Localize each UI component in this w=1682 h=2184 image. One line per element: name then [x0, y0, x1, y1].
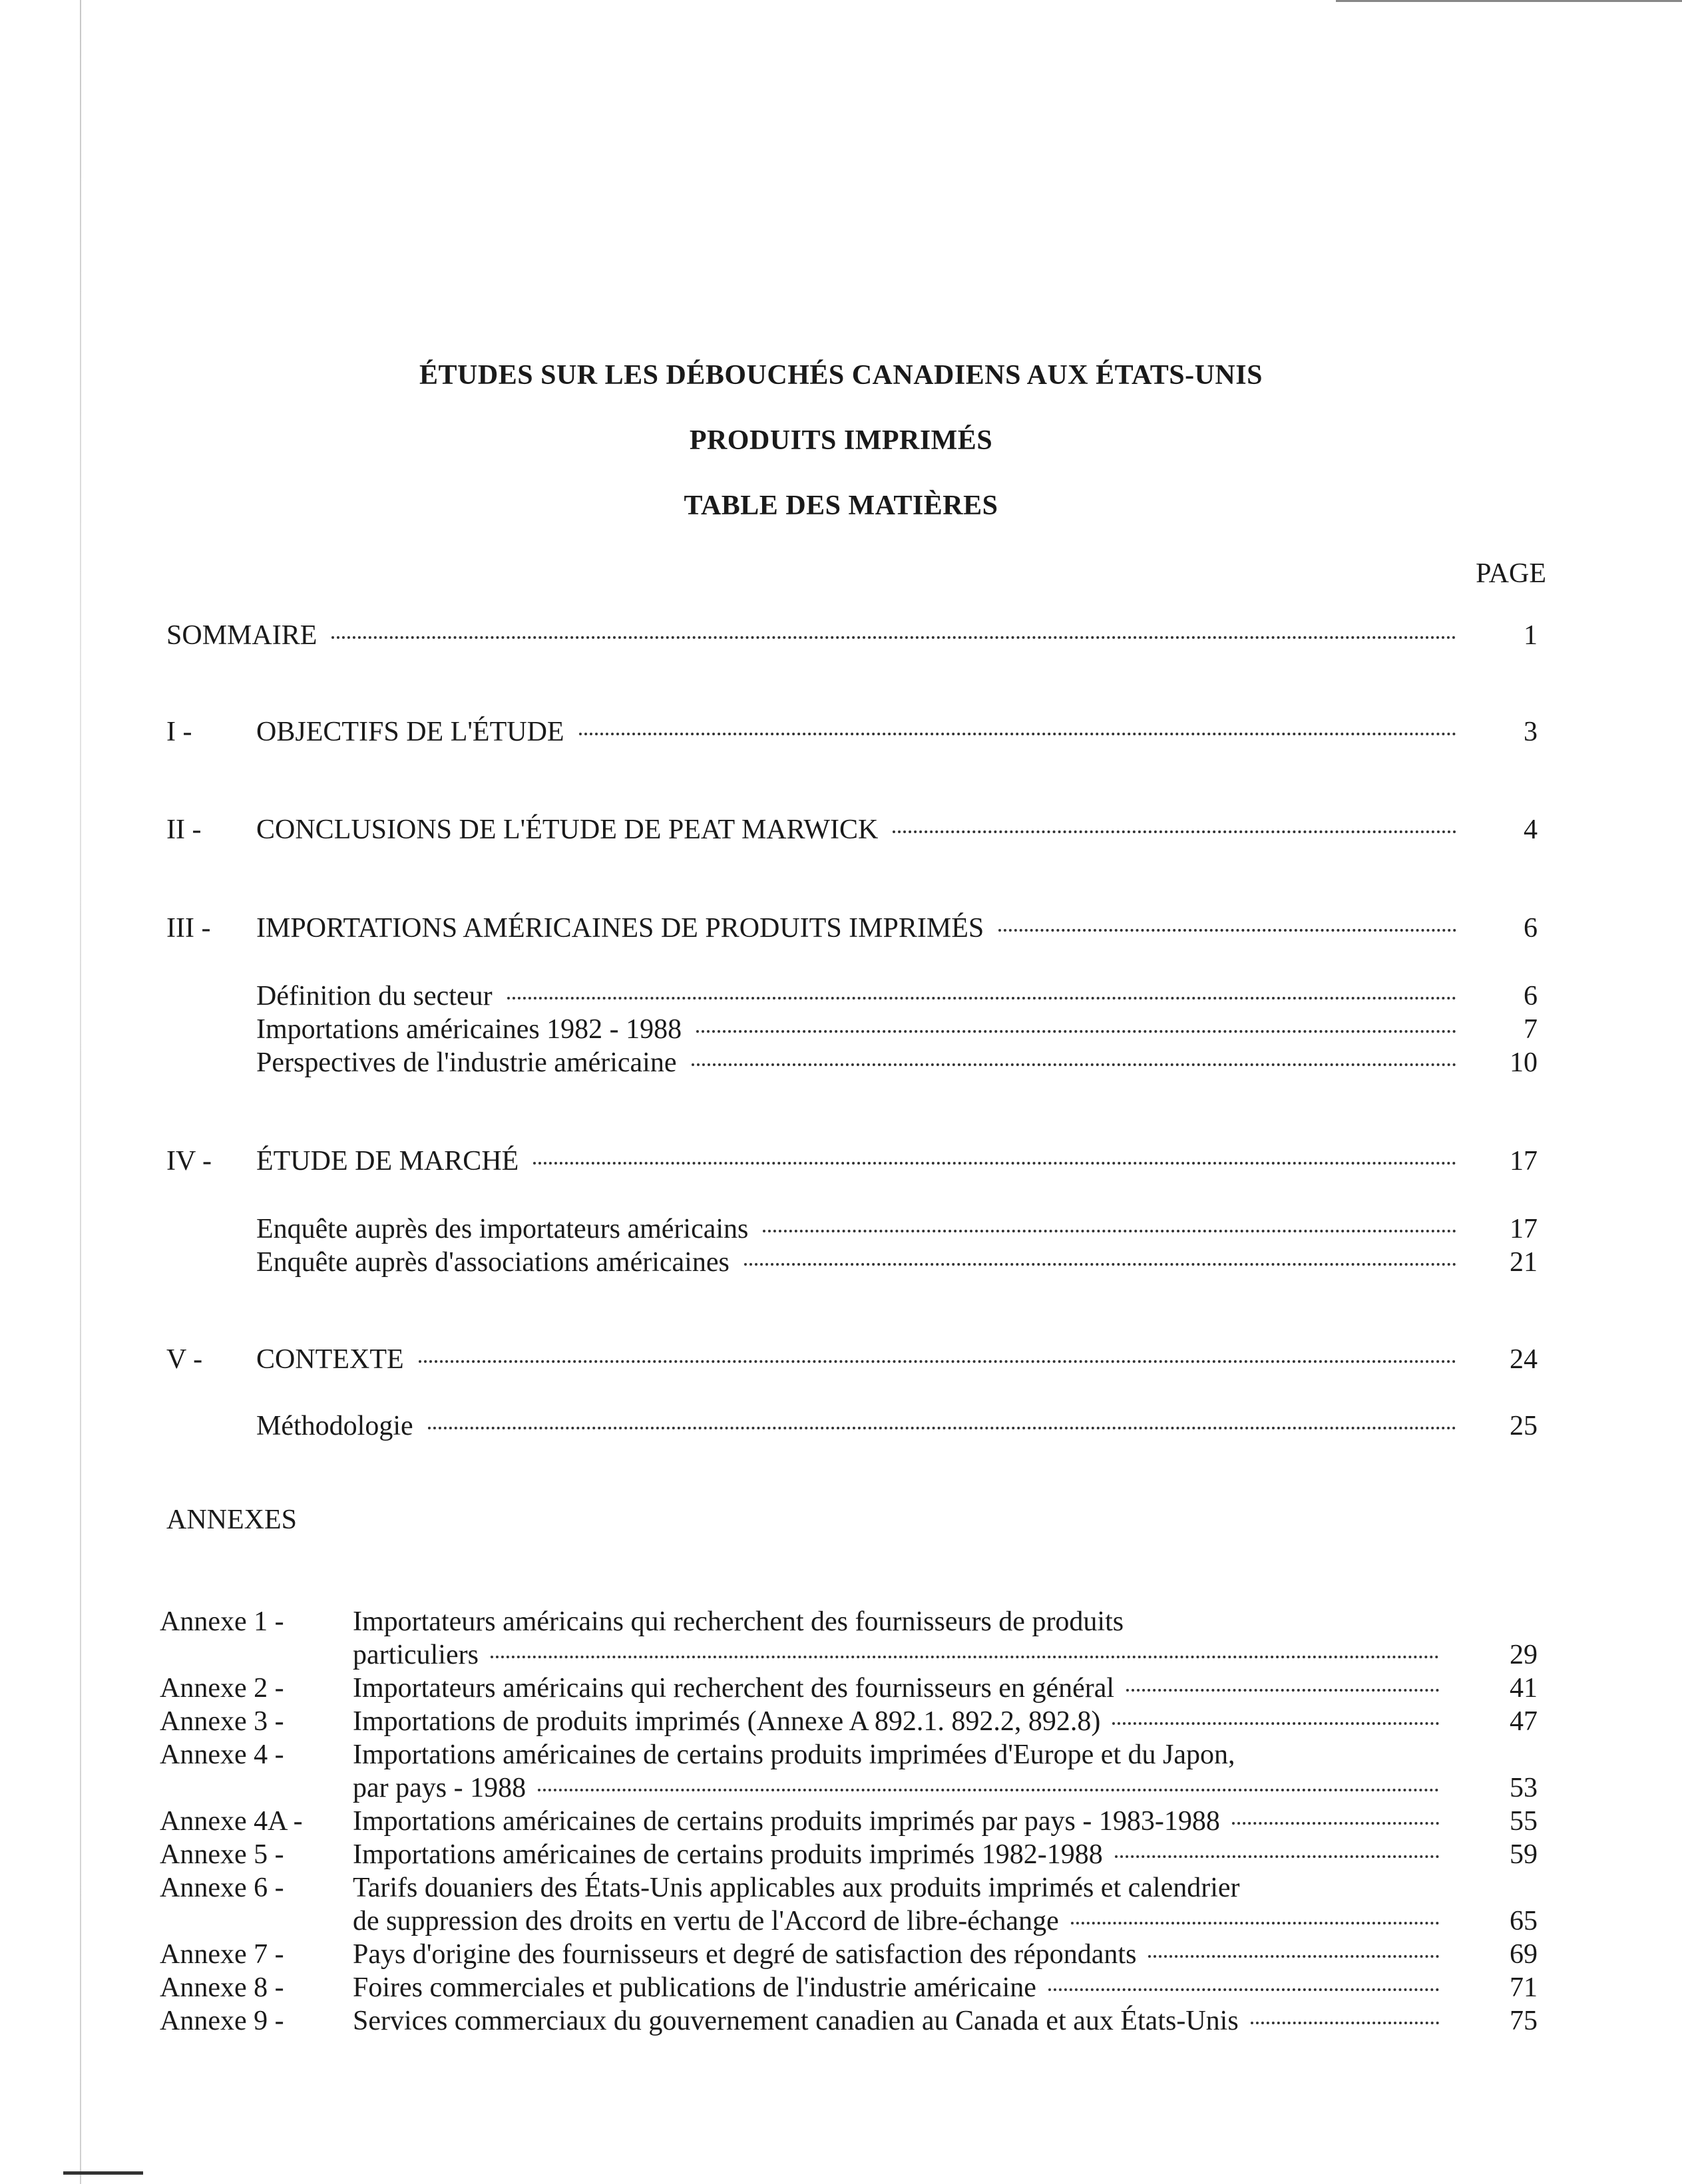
annex-label: Annexe 9 - [160, 2006, 284, 2036]
toc-entry-section-ii[interactable] [166, 813, 1538, 846]
annex-title-line1: Importateurs américains qui recherchent des fournisseurs de produits [353, 1606, 1124, 1637]
dot-leader [1232, 1822, 1439, 1825]
scan-bottom-mark [63, 2171, 143, 2175]
section-number: III - [166, 913, 211, 944]
document-subtitle: PRODUITS IMPRIMÉS [689, 425, 993, 456]
annex-title: Importations de produits imprimés (Annexe A 892.1. 892.2, 892.8) [353, 1706, 1101, 1737]
dot-leader [331, 636, 1456, 639]
dot-leader [533, 1162, 1456, 1165]
annex-page: 69 [1510, 1939, 1538, 1970]
annex-entry-8[interactable] [160, 1971, 1538, 2004]
annex-label: Annexe 6 - [160, 1873, 284, 1903]
dot-leader [419, 1360, 1456, 1363]
section-number: V - [166, 1344, 203, 1375]
annex-entry-9[interactable] [160, 2004, 1538, 2038]
toc-subentry-title: Enquête auprès d'associations américaines [256, 1247, 730, 1278]
dot-leader [1071, 1922, 1439, 1924]
document-title: ÉTUDES SUR LES DÉBOUCHÉS CANADIENS AUX ÉTATS-UNIS [419, 360, 1263, 391]
annex-title: Importateurs américains qui recherchent des fournisseurs en général [353, 1673, 1115, 1704]
annex-entry-7[interactable] [160, 1938, 1538, 1971]
dot-leader [491, 1656, 1439, 1658]
annex-entry-3[interactable] [160, 1705, 1538, 1738]
toc-entry-page: 17 [1510, 1146, 1538, 1177]
annex-page: 71 [1510, 1972, 1538, 2003]
dot-leader [1112, 1722, 1439, 1725]
toc-subentry-page: 10 [1510, 1047, 1538, 1078]
toc-subentry-page: 17 [1510, 1214, 1538, 1244]
annexes-heading: ANNEXES [166, 1505, 297, 1535]
annex-title: Importations américaines de certains produits imprimés 1982-1988 [353, 1839, 1103, 1870]
toc-subentry-page: 25 [1510, 1411, 1538, 1441]
annex-title-line1: Tarifs douaniers des États-Unis applicables aux produits imprimés et calendrier [353, 1873, 1240, 1903]
annex-title-line2: de suppression des droits en vertu de l'Accord de libre-échange [353, 1906, 1059, 1936]
annex-page: 65 [1510, 1906, 1538, 1936]
annex-label: Annexe 8 - [160, 1972, 284, 2003]
section-number: II - [166, 815, 202, 845]
toc-entry-sommaire[interactable] [166, 619, 1538, 652]
scan-left-edge [80, 0, 81, 2184]
dot-leader [428, 1427, 1456, 1429]
annex-title: Pays d'origine des fournisseurs et degré de satisfaction des répondants [353, 1939, 1137, 1970]
annex-page: 53 [1510, 1773, 1538, 1803]
toc-subentry-title: Importations américaines 1982 - 1988 [256, 1014, 682, 1045]
toc-entry-page: 1 [1524, 620, 1538, 651]
annex-entry-5[interactable] [160, 1838, 1538, 1871]
toc-subentry-page: 21 [1510, 1247, 1538, 1278]
toc-entry-page: 24 [1510, 1344, 1538, 1375]
annex-page: 59 [1510, 1839, 1538, 1870]
annex-label: Annexe 5 - [160, 1839, 284, 1870]
annex-title-line2: particuliers [353, 1640, 479, 1670]
toc-subentry-title: Enquête auprès des importateurs américains [256, 1214, 749, 1244]
annex-label: Annexe 4A - [160, 1806, 303, 1837]
annex-title: Foires commerciales et publications de l'industrie américaine [353, 1972, 1036, 2003]
annex-entry-6[interactable] [160, 1871, 1538, 1938]
annex-entry-1[interactable] [160, 1605, 1538, 1672]
dot-leader [998, 929, 1456, 932]
toc-entry-page: 3 [1524, 717, 1538, 747]
toc-subentry-page: 7 [1524, 1014, 1538, 1045]
toc-entry-section-i[interactable] [166, 715, 1538, 749]
dot-leader [692, 1063, 1457, 1066]
annex-page: 55 [1510, 1806, 1538, 1837]
annex-label: Annexe 1 - [160, 1606, 284, 1637]
annex-title-line1: Importations américaines de certains produits imprimées d'Europe et du Japon, [353, 1739, 1235, 1770]
annex-page: 41 [1510, 1673, 1538, 1704]
annex-title-line2: par pays - 1988 [353, 1773, 526, 1803]
toc-entry-section-iii[interactable] [166, 912, 1538, 945]
dot-leader [696, 1030, 1456, 1033]
dot-leader [763, 1230, 1456, 1232]
annex-page: 29 [1510, 1640, 1538, 1670]
dot-leader [538, 1789, 1439, 1791]
dot-leader [1126, 1689, 1439, 1692]
dot-leader [507, 997, 1456, 1000]
toc-subentry-title: Définition du secteur [256, 981, 493, 1011]
scan-top-edge [1336, 0, 1682, 2]
annex-label: Annexe 2 - [160, 1673, 284, 1704]
annex-label: Annexe 7 - [160, 1939, 284, 1970]
dot-leader [579, 733, 1456, 735]
toc-subentry-title: Perspectives de l'industrie américaine [256, 1047, 677, 1078]
toc-entry-page: 4 [1524, 815, 1538, 845]
dot-leader [744, 1263, 1456, 1266]
annex-page: 75 [1510, 2006, 1538, 2036]
annex-title: Importations américaines de certains produits imprimés par pays - 1983-1988 [353, 1806, 1220, 1837]
toc-heading: TABLE DES MATIÈRES [684, 490, 998, 521]
toc-entry-section-v[interactable] [166, 1343, 1538, 1376]
annex-entry-4a[interactable] [160, 1805, 1538, 1838]
toc-entry-page: 6 [1524, 913, 1538, 944]
toc-subentry[interactable] [256, 1212, 1538, 1246]
dot-leader [1115, 1855, 1439, 1858]
toc-entry-title: SOMMAIRE [166, 620, 317, 651]
dot-leader [1251, 2022, 1439, 2024]
toc-entry-title: OBJECTIFS DE L'ÉTUDE [256, 717, 564, 747]
annex-entry-2[interactable] [160, 1672, 1538, 1705]
annex-page: 47 [1510, 1706, 1538, 1737]
page-column-label: PAGE [1476, 558, 1546, 589]
annex-entry-4[interactable] [160, 1738, 1538, 1805]
toc-entry-title: IMPORTATIONS AMÉRICAINES DE PRODUITS IMPRIMÉS [256, 913, 984, 944]
section-number: IV - [166, 1146, 212, 1177]
toc-subentry[interactable] [256, 1409, 1538, 1443]
annex-title: Services commerciaux du gouvernement canadien au Canada et aux États-Unis [353, 2006, 1239, 2036]
dot-leader [893, 830, 1456, 833]
toc-entry-title: CONCLUSIONS DE L'ÉTUDE DE PEAT MARWICK [256, 815, 879, 845]
section-number: I - [166, 717, 192, 747]
dot-leader [1148, 1955, 1439, 1958]
toc-subentry-page: 6 [1524, 981, 1538, 1011]
toc-entry-title: CONTEXTE [256, 1344, 404, 1375]
annex-label: Annexe 4 - [160, 1739, 284, 1770]
toc-subentry[interactable] [256, 1046, 1538, 1079]
toc-subentry[interactable] [256, 1013, 1538, 1046]
toc-subentry-title: Méthodologie [256, 1411, 413, 1441]
annex-label: Annexe 3 - [160, 1706, 284, 1737]
toc-entry-section-iv[interactable] [166, 1145, 1538, 1178]
toc-entry-title: ÉTUDE DE MARCHÉ [256, 1146, 519, 1177]
toc-subentry[interactable] [256, 980, 1538, 1013]
toc-subentry[interactable] [256, 1246, 1538, 1279]
dot-leader [1048, 1988, 1439, 1991]
